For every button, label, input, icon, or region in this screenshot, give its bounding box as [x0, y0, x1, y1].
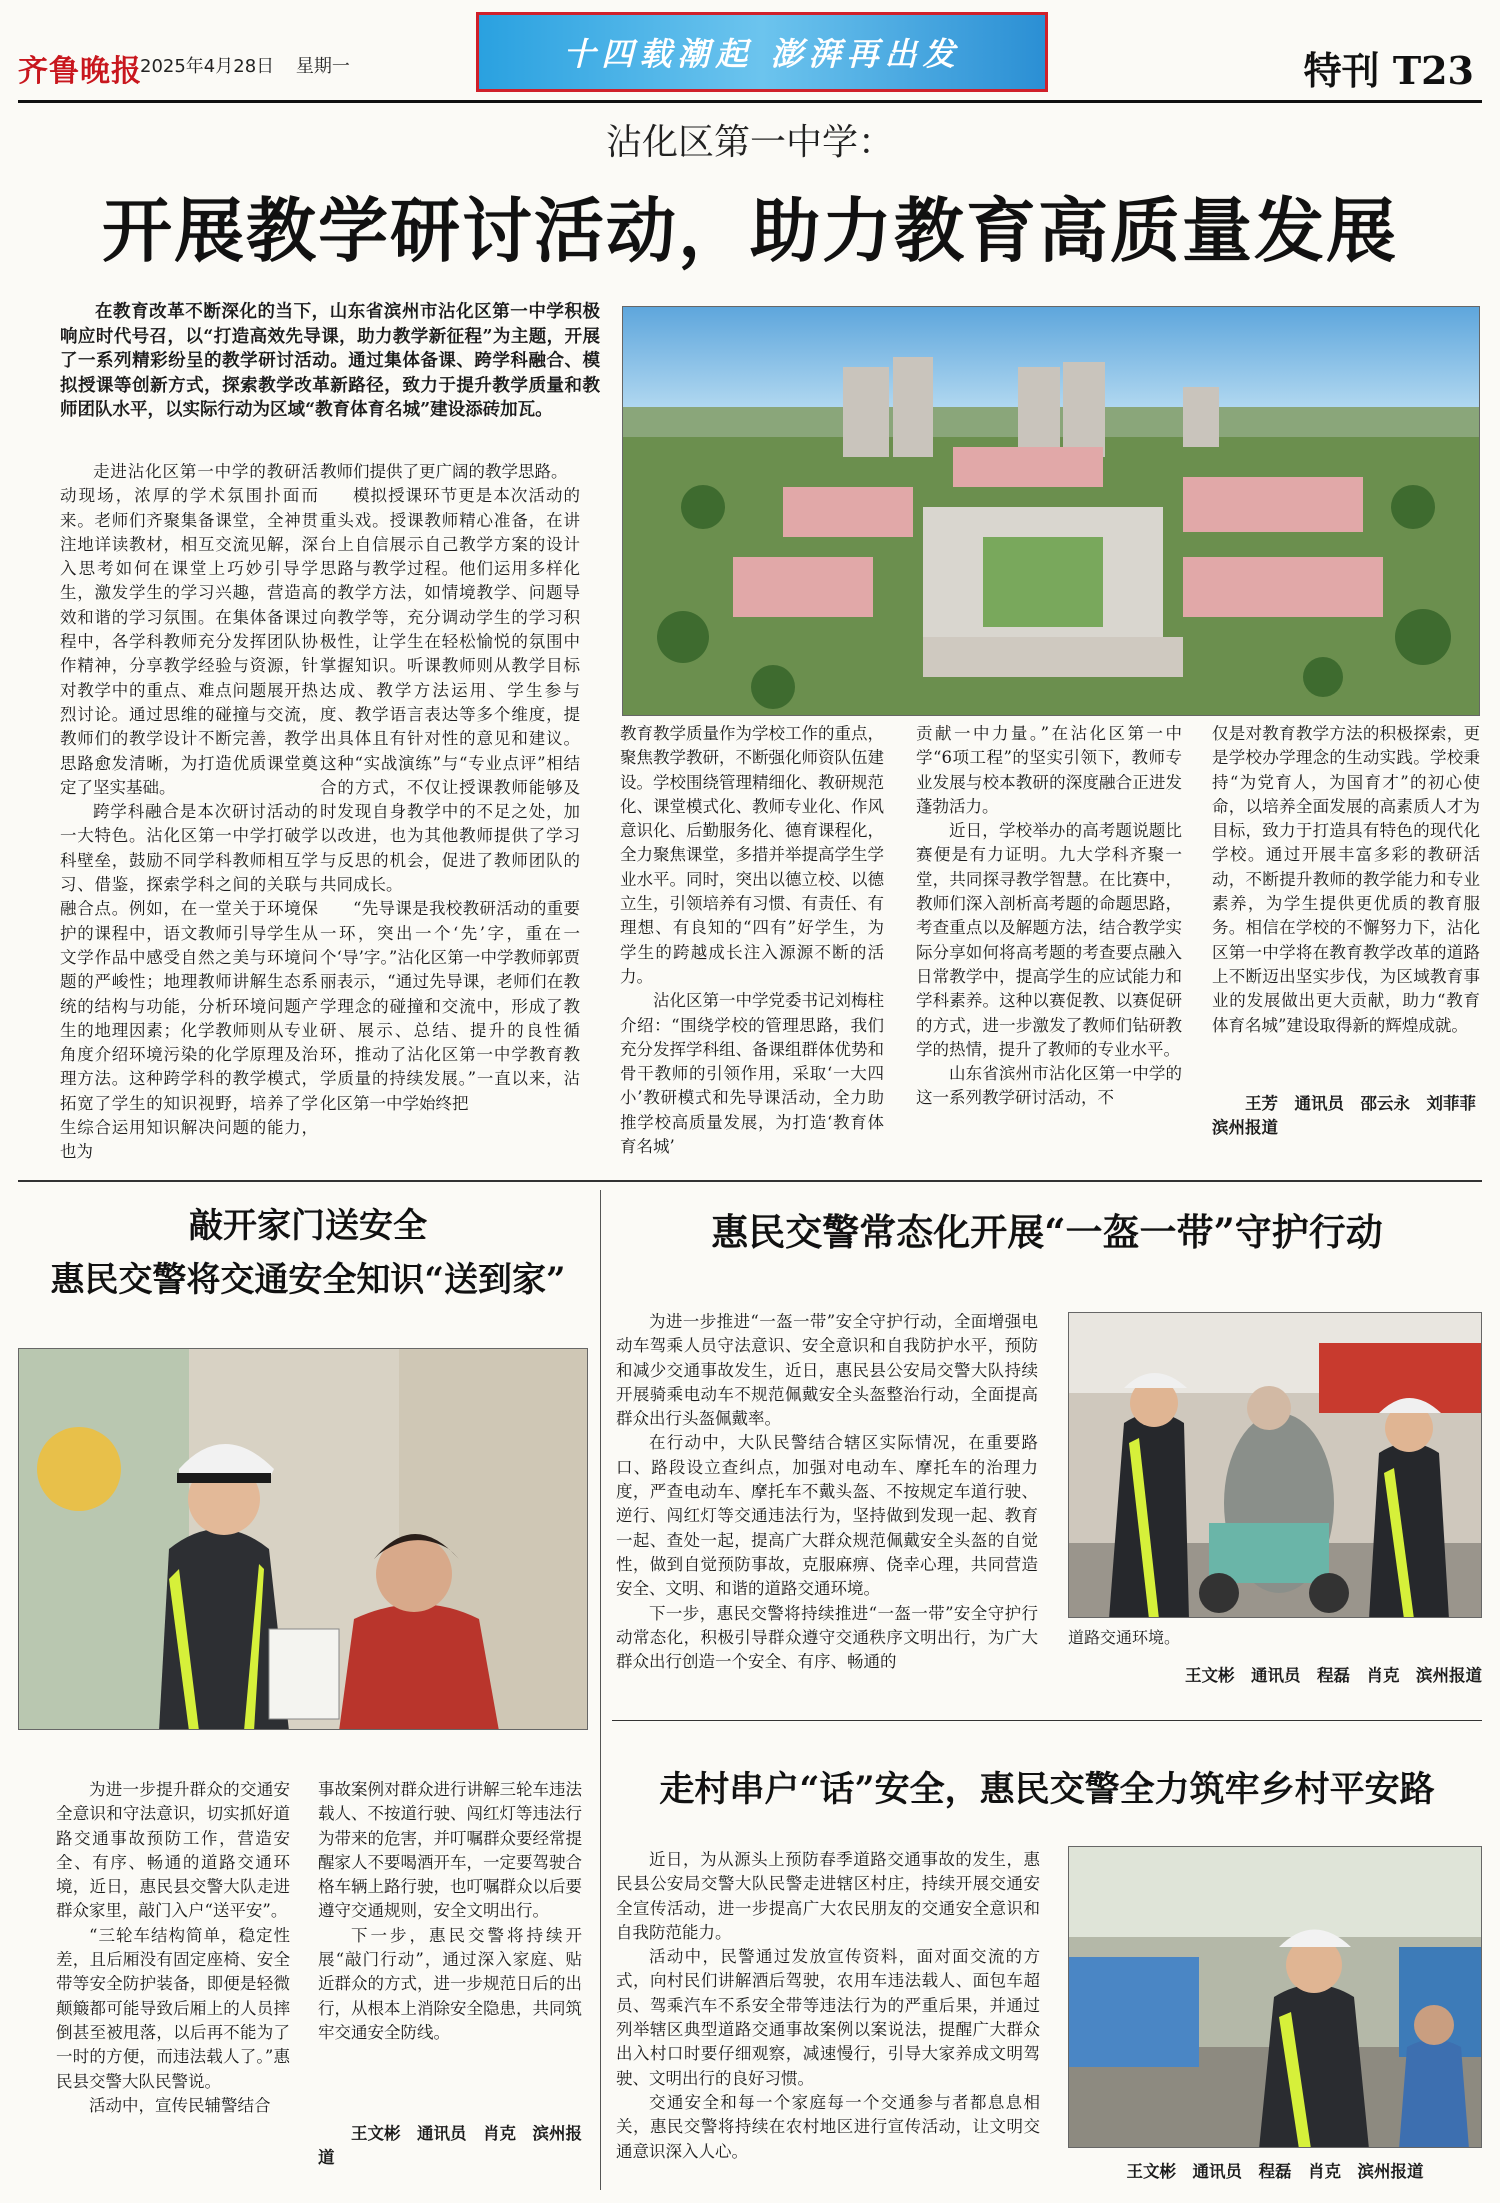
story3-para-2: 在行动中，大队民警结合辖区实际情况，在重要路口、路段设立查纠点，加强对电动车、摩托车的治理力度，严查电动车、摩托车不戴头盔、不按规定车道行驶、逆行、闯红灯等交通违法行为，坚持做到发现一起、教育一起、查处一起，提高广大群众规范佩戴安全头盔的自觉性，做到自觉预防事故，克服麻痹、侥幸心理，共同营造安全、文明、和谐的道路交通环境。 [616, 1433, 1038, 1599]
issue-weekday: 星期一 [295, 56, 350, 77]
helmet-check-illustration [1069, 1313, 1482, 1618]
village-visit-illustration [1069, 1847, 1482, 2148]
helmet-check-photo [1068, 1312, 1482, 1618]
story3-byline: 王文彬 通讯员 程磊 肖克 滨州报道 [1185, 1666, 1482, 1685]
main-byline: 王芳 通讯员 邵云永 刘菲菲 滨州报道 [1212, 1094, 1493, 1137]
story4-byline: 王文彬 通讯员 程磊 肖克 滨州报道 [1126, 2162, 1424, 2181]
main-column-2 [320, 460, 580, 1180]
main-col4-para-3: 山东省滨州市沾化区第一中学的这一系列教学研讨活动，不 [916, 1064, 1182, 1108]
anniversary-banner: 十四载潮起 澎湃再出发 [476, 12, 1048, 92]
main-col1-para-2: 跨学科融合是本次研讨活动的一大特色。沾化区第一中学打破学科壁垒，鼓励不同学科教师相互学习、借鉴，探索学科之间的关联与融合点。例如，在一堂关于环境保护的课程中，语文教师引导学生从文学作品中感受自然之美与环境问题的严峻性；地理教师讲解生态系统的结构与功能，分析环境问题产生的地理因素；化学教师则从专业角度介绍环境污染的化学原理及治理方法。这种跨学科的教学模式，拓宽了学生的知识视野，培养了学生综合运用知识解决问题的能力，也为 [60, 802, 318, 1162]
campus-aerial-illustration [623, 307, 1480, 716]
story2-col1-para-3: 活动中，宣传民辅警结合 [89, 2095, 271, 2115]
story3-body [616, 1310, 1038, 1694]
story4-para-3: 交通安全和每一个家庭每一个交通参与者都息息相关，惠民交警将持续在农村地区进行宣传活动，让文明交通意识深入人心。 [616, 2092, 1040, 2161]
village-visit-photo [1068, 1846, 1482, 2148]
story2-title-line1: 敲开家门送安全 [189, 1206, 427, 1246]
campus-aerial-photo [622, 306, 1480, 716]
main-column-1 [60, 460, 318, 1180]
issue-date-line [140, 52, 366, 78]
story3-para-3: 下一步，惠民交警将持续推进“一盔一带”安全守护行动常态化，积极引导群众遵守交通秩序文明出行，为广大群众出行创造一个安全、有序、畅通的 [616, 1603, 1038, 1672]
main-col4-para-1: 贡献一中力量。”在沾化区第一中学“6项工程”的坚实引领下，教师专业发展与校本教研的深度融合正进发蓬勃活力。 [916, 724, 1182, 816]
section-label: 特刊 T23 [1303, 48, 1474, 93]
story2-col2-para-1: 事故案例对群众进行讲解三轮车违法载人、不按道行驶、闯红灯等违法行为带来的危害，并叮嘱群众要经常提醒家人不要喝酒开车，一定要驾驶合格车辆上路行驶，也叮嘱群众以后要遵守交通规则，安全文明出行。 [318, 1780, 582, 1921]
main-col5-para-1: 仅是对教育教学方法的积极探索，更是学校办学理念的生动实践。学校秉持“为党育人，为国育才”的初心使命，以培养全面发展的高素质人才为目标，致力于打造具有特色的现代化学校。通过开展丰富多彩的教研活动，不断提升教师的教学能力和专业素养，为学生提供更优质的教育服务。相信在学校的不懈努力下，沾化区第一中学将在教育教学改革的道路上不断迈出坚实步伐，为区域教育事业的发展做出更大贡献，助力“教育体育名城”建设取得新的辉煌成就。 [1212, 724, 1480, 1035]
story3-caption: 道路交通环境。 [1068, 1628, 1181, 1647]
main-col4-para-2: 近日，学校举办的高考题说题比赛便是有力证明。九大学科齐聚一堂，共同探寻教学智慧。在比赛中，教师们深入剖析高考题的命题思路，考查重点以及解题方法，结合教学实际分享如何将高考题的考查要点融入日常教学中，提高学生的应试能力和学科素养。这种以赛促教、以赛促研的方式，进一步激发了教师们钻研教学的热情，提升了教师的专业水平。 [916, 821, 1182, 1059]
story2-title-line2: 惠民交警将交通安全知识“送到家” [50, 1260, 566, 1300]
main-kicker: 沾化区第一中学： [605, 122, 894, 163]
main-col1-para-1: 走进沾化区第一中学的教研活动现场，浓厚的学术氛围扑面而来。老师们齐聚集备课堂，全神贯注地详读教材，相互交流见解，深入思考如何在课堂上巧妙引导学生，激发学生的学习兴趣，营造高效和谐的学习氛围。在集体备课过程中，各学科教师充分发挥团队协作精神，分享教学经验与资源，针对教学中的重点、难点问题展开热烈讨论。通过思维的碰撞与交流，教师们的教学设计不断完善，教学思路愈发清晰，为打造优质课堂奠定了坚实基础。 [60, 462, 318, 797]
story2-col2-para-2: 下一步，惠民交警将持续开展“敲门行动”，通过深入家庭、贴近群众的方式，进一步规范日后的出行，从根本上消除安全隐患，共同筑牢交通安全防线。 [318, 1925, 582, 2042]
story2-byline: 王文彬 通讯员 肖克 滨州报道 [318, 2124, 582, 2167]
story2-column-2 [318, 1778, 582, 2118]
paper-logo: 齐鲁晚报 [18, 54, 142, 89]
home-visit-photo [18, 1348, 588, 1730]
story4-para-1: 近日，为从源头上预防春季道路交通事故的发生，惠民县公安局交警大队民警走进辖区村庄，持续开展交通安全宣传活动，进一步提高广大农民朋友的交通安全意识和自我防范能力。 [616, 1850, 1040, 1942]
main-column-3 [620, 722, 884, 1172]
story2-col1-para-2: “三轮车结构简单，稳定性差，且后厢没有固定座椅、安全带等安全防护装备，即便是轻微颠簸都可能导致后厢上的人员摔倒甚至被甩落，以后再不能为了一时的方便，而违法载人了。”惠民县交警大队民警说。 [56, 1925, 290, 2091]
main-col2-para-2: 模拟授课环节更是本次活动的重头戏。授课教师精心准备，在讲台上自信展示自己教学方案的设计思路与教学过程。他们运用多样化的教学方法，如情境教学、问题导向教学等，充分调动学生的学习积极性，让学生在轻松愉悦的氛围中掌握知识。听课教师则从教学目标达成、教学方法运用、学生参与度、教学语言表达等多个维度，提出具体且有针对性的意见和建议。这种“实战演练”与“专业点评”相结合的方式，不仅让授课教师能够及时发现自身教学中的不足之处，加以改进，也为其他教师提供了学习与反思的机会，促进了教师团队的共同成长。 [320, 486, 580, 895]
masthead-rule [18, 100, 1482, 103]
column-divider [600, 1190, 601, 2190]
story3-title: 惠民交警常态化开展“一盔一带”守护行动 [711, 1210, 1383, 1254]
main-col3-para-2: 沾化区第一中学党委书记刘梅柱介绍：“围绕学校的管理思路，我们充分发挥学科组、备课组群体优势和骨干教师的引领作用，采取‘一大四小’教研模式和先导课活动，全力助推学校高质量发展，为打造‘教育体育名城’ [620, 991, 884, 1157]
main-col3-para-1: 教育教学质量作为学校工作的重点，聚焦教学教研，不断强化师资队伍建设。学校围绕管理精细化、教研规范化、课堂模式化、教师专业化、作风意识化、后勤服务化、德育课程化，全力聚焦课堂，多措并举提高学生学业水平。同时，突出以德立校、以德立生，引领培养有习惯、有责任、有理想、有良知的“四有”好学生，为学生的跨越成长注入源源不断的活力。 [620, 724, 884, 986]
story2-column-1 [56, 1778, 290, 2178]
story3-divider [612, 1720, 1482, 1721]
main-lead: 在教育改革不断深化的当下，山东省滨州市沾化区第一中学积极响应时代号召，以“打造高效先导课，助力教学新征程”为主题，开展了一系列精彩纷呈的教学研讨活动。通过集体备课、跨学科融合、模拟授课等创新方式，探索教学改革新路径，致力于提升教学质量和教师团队水平，以实际行动为区域“教育体育名城”建设添砖加瓦。 [60, 302, 600, 420]
section-divider [18, 1180, 1482, 1182]
main-column-5 [1212, 722, 1480, 1082]
story4-title: 走村串户“话”安全，惠民交警全力筑牢乡村平安路 [659, 1769, 1435, 1810]
story4-para-2: 活动中，民警通过发放宣传资料，面对面交流的方式，向村民们讲解酒后驾驶，农用车违法载人、面包车超员、驾乘汽车不系安全带等违法行为的严重后果，并通过列举辖区典型道路交通事故案例以案说法，提醒广大群众出入村口时要仔细观察，减速慢行，引导大家养成文明驾驶、文明出行的良好习惯。 [616, 1947, 1040, 2088]
issue-date: 2025年4月28日 [140, 56, 275, 77]
main-column-4 [916, 722, 1182, 1172]
story2-col1-para-1: 为进一步提升群众的交通安全意识和守法意识，切实抓好道路交通事故预防工作，营造安全、有序、畅通的道路交通环境，近日，惠民县交警大队走进群众家里，敲门入户“送平安”。 [56, 1780, 290, 1921]
main-col2-para-1: 教师们提供了更广阔的教学思路。 [320, 462, 568, 481]
main-col2-para-3: “先导课是我校教研活动的重要一环，突出一个‘先’字，重在一个‘导’字。”沾化区第一中学教师郭贾丽表示，“通过先导课，老师们在教学理念的碰撞和交流中，形成了教研、展示、总结、提升的良性循环，推动了沾化区第一中学教育教学质量的持续发展。”一直以来，沾化区第一中学始终把 [320, 899, 580, 1113]
main-headline: 开展教学研讨活动，助力教育高质量发展 [102, 189, 1398, 272]
home-visit-illustration [19, 1349, 588, 1730]
story4-body [616, 1848, 1040, 2188]
story3-para-1: 为进一步推进“一盔一带”安全守护行动，全面增强电动车驾乘人员守法意识、安全意识和自我防护水平，预防和减少交通事故发生，近日，惠民县公安局交警大队持续开展骑乘电动车不规范佩戴安全头盔整治行动，全面提高群众出行头盔佩戴率。 [616, 1312, 1038, 1429]
